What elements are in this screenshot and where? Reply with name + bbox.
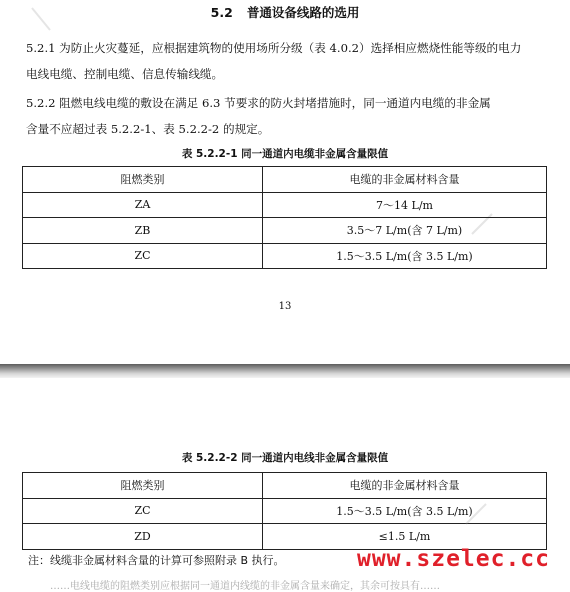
faded-continuation-text: ……电线电缆的阻燃类别应根据同一通道内线缆的非金属含量来确定，其余可按具有……	[50, 581, 440, 592]
table-header-row	[23, 473, 547, 499]
table-header-row	[23, 167, 547, 193]
header-flame-class: 阻燃类别	[23, 473, 263, 499]
page-separator	[0, 364, 570, 378]
cell-nonmetal-content: 1.5～3.5 L/m(含 3.5 L/m)	[263, 243, 547, 269]
cell-flame-class: ZA	[23, 192, 263, 218]
paragraph-5-2-1-line-2: 电线电缆、控制电缆、信息传输线缆。	[26, 67, 224, 81]
decorative-diagonal-mark	[462, 498, 492, 528]
paragraph-5-2-2-line-2: 含量不应超过表 5.2.2-1、表 5.2.2-2 的规定。	[26, 122, 270, 136]
header-nonmetal-content: 电缆的非金属材料含量	[263, 167, 547, 193]
cell-nonmetal-content: 7～14 L/m	[263, 192, 547, 218]
website-watermark: www.szelec.cc	[356, 546, 550, 572]
cell-nonmetal-content: ≤1.5 L/m	[263, 524, 547, 550]
table-row	[23, 192, 547, 218]
paragraph-5-2-1-line-1: 5.2.1 为防止火灾蔓延，应根据建筑物的使用场所分级（表 4.0.2）选择相应燃烧性能等级的电力	[26, 41, 522, 55]
cell-flame-class: ZC	[23, 498, 263, 524]
cell-flame-class: ZD	[23, 524, 263, 550]
header-nonmetal-content: 电缆的非金属材料含量	[263, 473, 547, 499]
section-title: 普通设备线路的选用	[246, 5, 360, 20]
cell-flame-class: ZC	[23, 243, 263, 269]
table-1-caption: 表 5.2.2-1 同一通道内电缆非金属含量限值	[181, 148, 389, 160]
table-row	[23, 243, 547, 269]
section-heading	[0, 3, 570, 21]
table-2-caption: 表 5.2.2-2 同一通道内电线非金属含量限值	[181, 452, 389, 464]
cell-nonmetal-content: 3.5～7 L/m(含 7 L/m)	[263, 218, 547, 244]
cell-nonmetal-content: 1.5～3.5 L/m(含 3.5 L/m)	[263, 498, 547, 524]
paragraph-5-2-2-line-1: 5.2.2 阻燃电线电缆的敷设在满足 6.3 节要求的防火封堵措施时，同一通道内电缆的非金属	[26, 96, 491, 110]
table-1-cable-nonmetal-limits	[22, 166, 547, 269]
section-number: 5.2	[210, 5, 233, 20]
cell-flame-class: ZB	[23, 218, 263, 244]
table-row	[23, 218, 547, 244]
table-note: 注：线缆非金属材料含量的计算可参照附录 B 执行。	[28, 554, 285, 567]
page-number: 13	[278, 301, 292, 312]
document-page-2	[0, 378, 570, 592]
header-flame-class: 阻燃类别	[23, 167, 263, 193]
